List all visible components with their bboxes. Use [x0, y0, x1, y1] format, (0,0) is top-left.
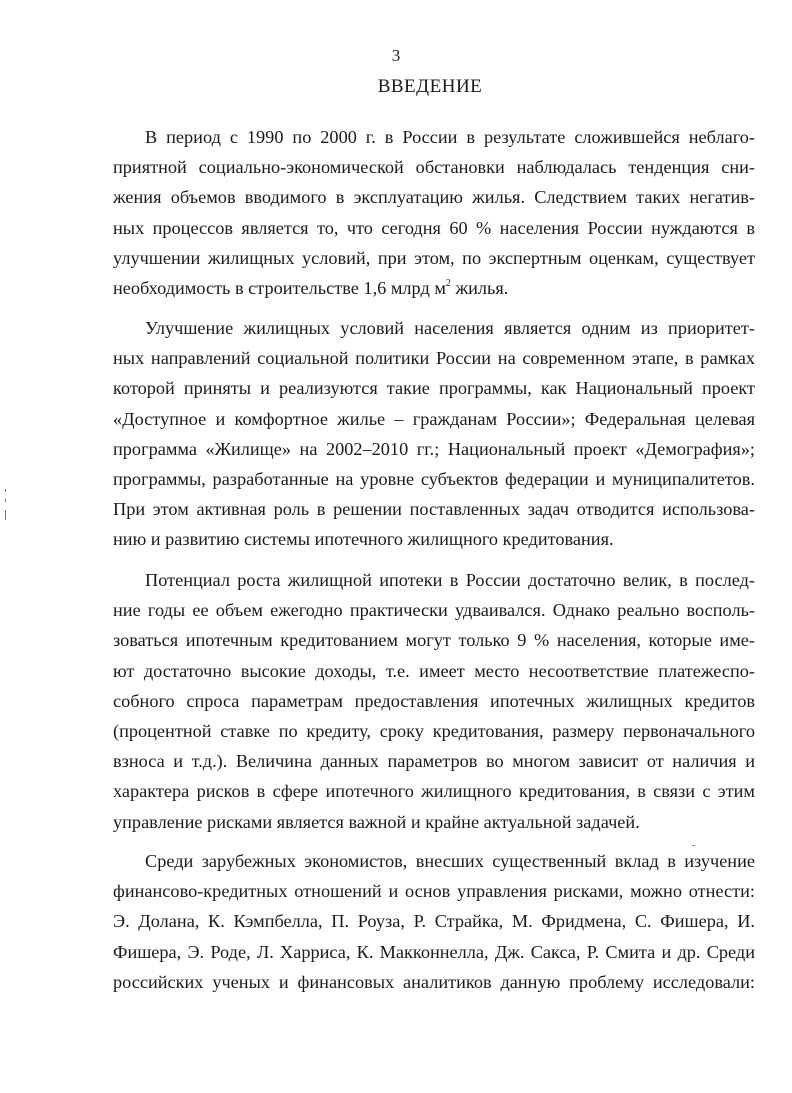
- section-title: ВВЕДЕНИЕ: [377, 76, 483, 97]
- paragraph-4: [113, 846, 755, 997]
- text-line: нию и развитию системы ипотечного жилищного кредитования.: [113, 529, 614, 550]
- text-line: зоваться ипотечным кредитованием могут только 9 % населения, которые име-: [113, 630, 755, 651]
- text-line: ние годы ее объем ежегодно практически удваивался. Однако реально восполь-: [113, 600, 755, 621]
- paragraph-1: [113, 122, 755, 303]
- text-line: приятной социально-экономической обстановки наблюдалась тенденция сни-: [113, 157, 755, 178]
- text-line: «Доступное и комфортное жилье – гражданам России»; Федеральная целевая: [113, 408, 755, 429]
- text-line: финансово-кредитных отношений и основ управления рисками, можно отнести:: [113, 881, 755, 902]
- text-line: [113, 273, 755, 303]
- scan-mark: [5, 489, 6, 492]
- superscript: 2: [445, 277, 451, 289]
- text-line: Улучшение жилищных условий населения является одним из приоритет-: [145, 318, 755, 338]
- text-line: ных процессов является то, что сегодня 60 % населения России нуждаются в: [113, 217, 755, 238]
- text-line: управление рисками является важной и крайне актуальной задачей.: [113, 811, 640, 832]
- paragraph-2: [113, 313, 755, 555]
- text-line: улучшении жилищных условий, при этом, по экспертным оценкам, существует: [113, 247, 755, 268]
- paragraph-3: [113, 565, 755, 837]
- text-line: жения объемов вводимого в эксплуатацию жилья. Следствием таких негатив-: [113, 187, 755, 208]
- text-line: Э. Долана, К. Кэмпбелла, П. Роуза, Р. Страйка, М. Фридмена, С. Фишера, И.: [113, 911, 755, 932]
- page-number: 3: [391, 46, 401, 65]
- text-line: взноса и т.д.). Величина данных параметров во многом зависит от наличия и: [113, 751, 755, 772]
- text-fragment: необходимость в строительстве 1,6 млрд м: [113, 277, 446, 298]
- text-line: При этом активная роль в решении поставленных задач отводится использова-: [113, 499, 755, 520]
- text-line: ных направлений социальной политики России на современном этапе, в рамках: [113, 348, 755, 369]
- scan-mark: [5, 499, 6, 502]
- text-line: Фишера, Э. Роде, Л. Харриса, К. Макконнелла, Дж. Сакса, Р. Смита и др. Среди: [113, 941, 755, 962]
- text-line: Потенциал роста жилищной ипотеки в России достаточно велик, в послед-: [145, 570, 755, 590]
- text-line: программа «Жилище» на 2002–2010 гг.; Национальный проект «Демография»;: [113, 438, 755, 459]
- text-line: характера рисков в сфере ипотечного жилищного кредитования, в связи с этим: [113, 781, 755, 802]
- text-line: программы, разработанные на уровне субъектов федерации и муниципалитетов.: [113, 468, 755, 489]
- text-line: собного спроса параметрам предоставления ипотечных жилищных кредитов: [113, 690, 755, 711]
- text-line: В период с 1990 по 2000 г. в России в результате сложившейся неблаго-: [145, 127, 755, 147]
- text-fragment: жилья.: [450, 277, 509, 298]
- scan-mark: [5, 510, 6, 520]
- scan-mark: [692, 845, 695, 846]
- text-line: (процентной ставке по кредиту, сроку кредитования, размеру первоначального: [113, 720, 755, 741]
- text-line: российских ученых и финансовых аналитиков данную проблему исследовали:: [113, 971, 755, 992]
- text-line: которой приняты и реализуются такие программы, как Национальный проект: [113, 378, 755, 399]
- text-line: ют достаточно высокие доходы, т.е. имеет место несоответствие платежеспо-: [113, 660, 755, 681]
- text-line: Среди зарубежных экономистов, внесших существенный вклад в изучение: [145, 851, 755, 871]
